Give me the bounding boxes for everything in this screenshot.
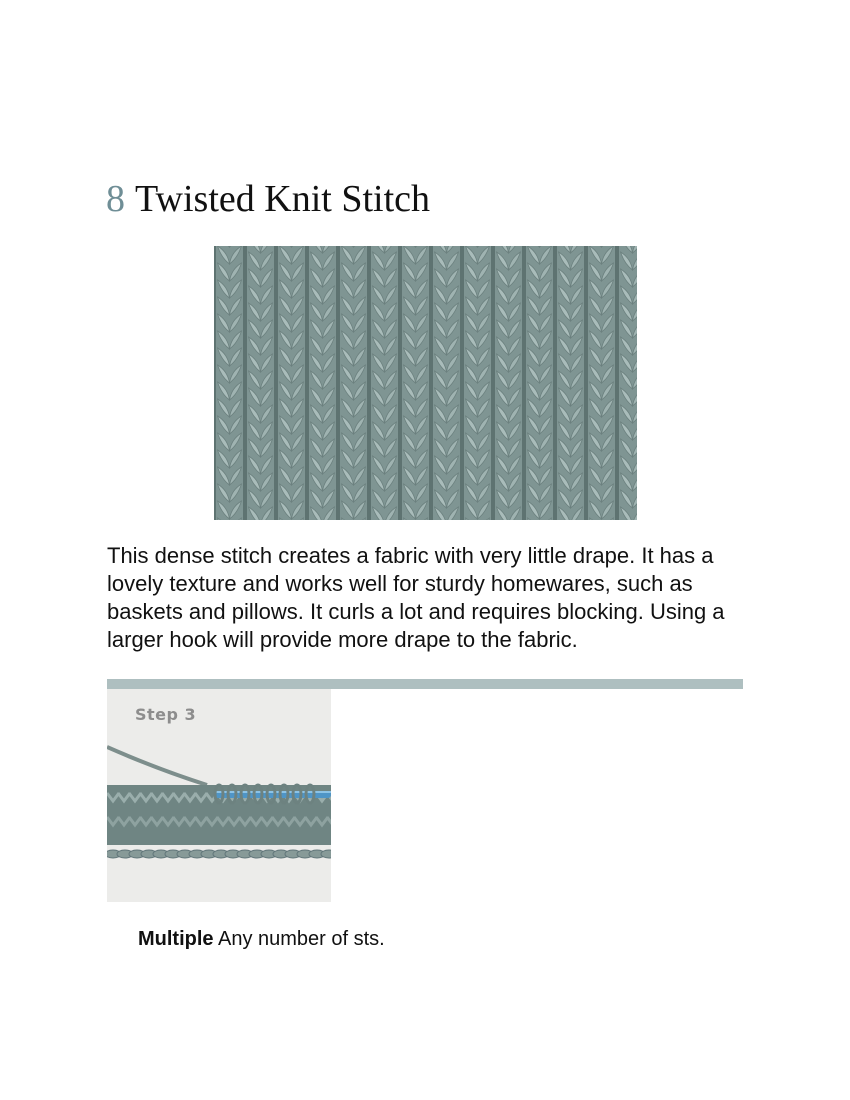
- knit-texture-image: [214, 246, 637, 520]
- stitch-swatch-photo: [214, 246, 637, 520]
- multiple-value: Any number of sts.: [213, 928, 385, 950]
- step-label: Step 3: [135, 705, 197, 724]
- step-photo: [107, 689, 331, 902]
- stitch-number: 8: [106, 178, 125, 220]
- multiple-label: Multiple: [138, 928, 214, 950]
- stitch-title: Twisted Knit Stitch: [135, 178, 431, 220]
- stitch-description: This dense stitch creates a fabric with very little drape. It has a lovely texture and works well for sturdy homewares, such as baskets and pillows. It curls a lot and requires blocking. Using a larger hook will provide more drape to the fabric.: [107, 543, 725, 652]
- section-divider: [107, 679, 743, 689]
- stitch-multiple: [138, 926, 385, 952]
- stitch-heading: [106, 176, 430, 222]
